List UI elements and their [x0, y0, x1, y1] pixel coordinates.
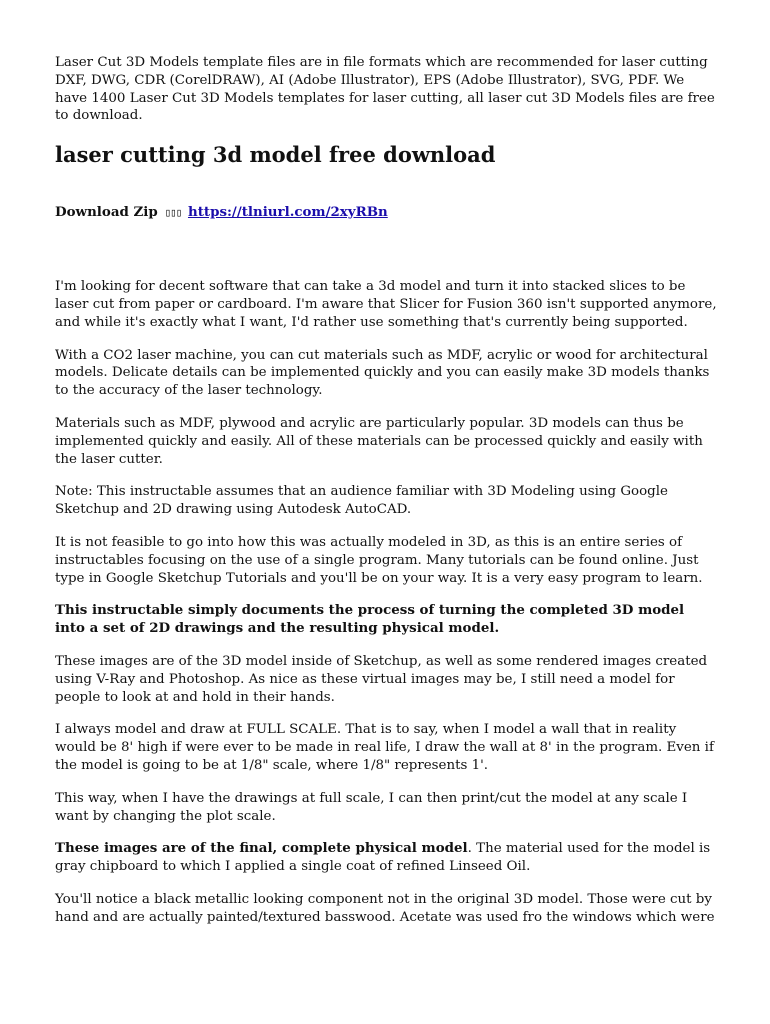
- paragraph-sketchup-images: These images are of the 3D model inside of Sketchup, as well as some rendered images created using V-Ray and Photoshop. As nice as these virtual images may be, I still need a model for people to look at and hold in their hands.: [55, 653, 708, 705]
- intro-paragraph: Laser Cut 3D Models template files are in file formats which are recommended for laser cutting DXF, DWG, CDR (CorelDRAW), AI (Adobe Illustrator), EPS (Adobe Illustrator), SVG, PDF. We have 1400 Laser Cut 3D Models templates for laser cutting, all laser cut 3D Models files are free to download.: [55, 55, 715, 124]
- paragraph-final-model: [55, 840, 717, 876]
- paragraph-metallic-component: You'll notice a black metallic looking component not in the original 3D model. Those were cut by hand and are actually painted/textured basswood. Acetate was used fro the windows which were: [55, 891, 715, 925]
- paragraph-note: Note: This instructable assumes that an audience familiar with 3D Modeling using Google Sketchup and 2D drawing using Autodesk AutoCAD.: [55, 484, 668, 518]
- paragraph-plot-scale: This way, when I have the drawings at full scale, I can then print/cut the model at any scale I want by changing the plot scale.: [55, 790, 688, 824]
- final-model-rest: . The material used for the model is gray chipboard to which I applied a single coat of refined Linseed Oil.: [55, 841, 711, 875]
- missing-glyph-icons: ▯▯▯: [164, 206, 182, 220]
- paragraph-instructable-summary: This instructable simply documents the process of turning the completed 3D model into a set of 2D drawings and the resulting physical model.: [55, 602, 685, 637]
- paragraph-full-scale: I always model and draw at FULL SCALE. That is to say, when I model a wall that in reality would be 8' high if were ever to be made in real life, I draw the wall at 8' in the program. Even if the model is going to be at 1/8" scale, where 1/8" represents 1'.: [55, 722, 714, 773]
- download-link[interactable]: https://tlniurl.com/2xyRBn: [187, 204, 388, 221]
- paragraph-co2-laser: With a CO2 laser machine, you can cut materials such as MDF, acrylic or wood for architectural models. Delicate details can be implemented quickly and you can easily make 3D models thanks to the accuracy of the laser technology.: [55, 347, 710, 399]
- spacer: [55, 222, 717, 278]
- download-label: Download Zip: [55, 204, 158, 221]
- paragraph-feasibility: It is not feasible to go into how this was actually modeled in 3D, as this is an entire series of instructables focusing on the use of a single program. Many tutorials can be found online. Just type in Google Sketchup Tutorials and you'll be on your way. It is a very easy program to learn.: [55, 534, 703, 586]
- final-model-bold: These images are of the final, complete physical model: [55, 840, 468, 857]
- paragraph-software: I'm looking for decent software that can take a 3d model and turn it into stacked slices to be laser cut from paper or cardboard. I'm aware that Slicer for Fusion 360 isn't supported anymore, and while it's exactly what I want, I'd rather use something that's currently being supported.: [55, 279, 717, 330]
- document-page: [55, 54, 717, 942]
- paragraph-materials: Materials such as MDF, plywood and acrylic are particularly popular. 3D models can thus be implemented quickly and easily. All of these materials can be processed quickly and easily with the laser cutter.: [55, 415, 703, 467]
- download-line: [55, 204, 717, 222]
- page-title: laser cutting 3d model free download: [55, 142, 496, 168]
